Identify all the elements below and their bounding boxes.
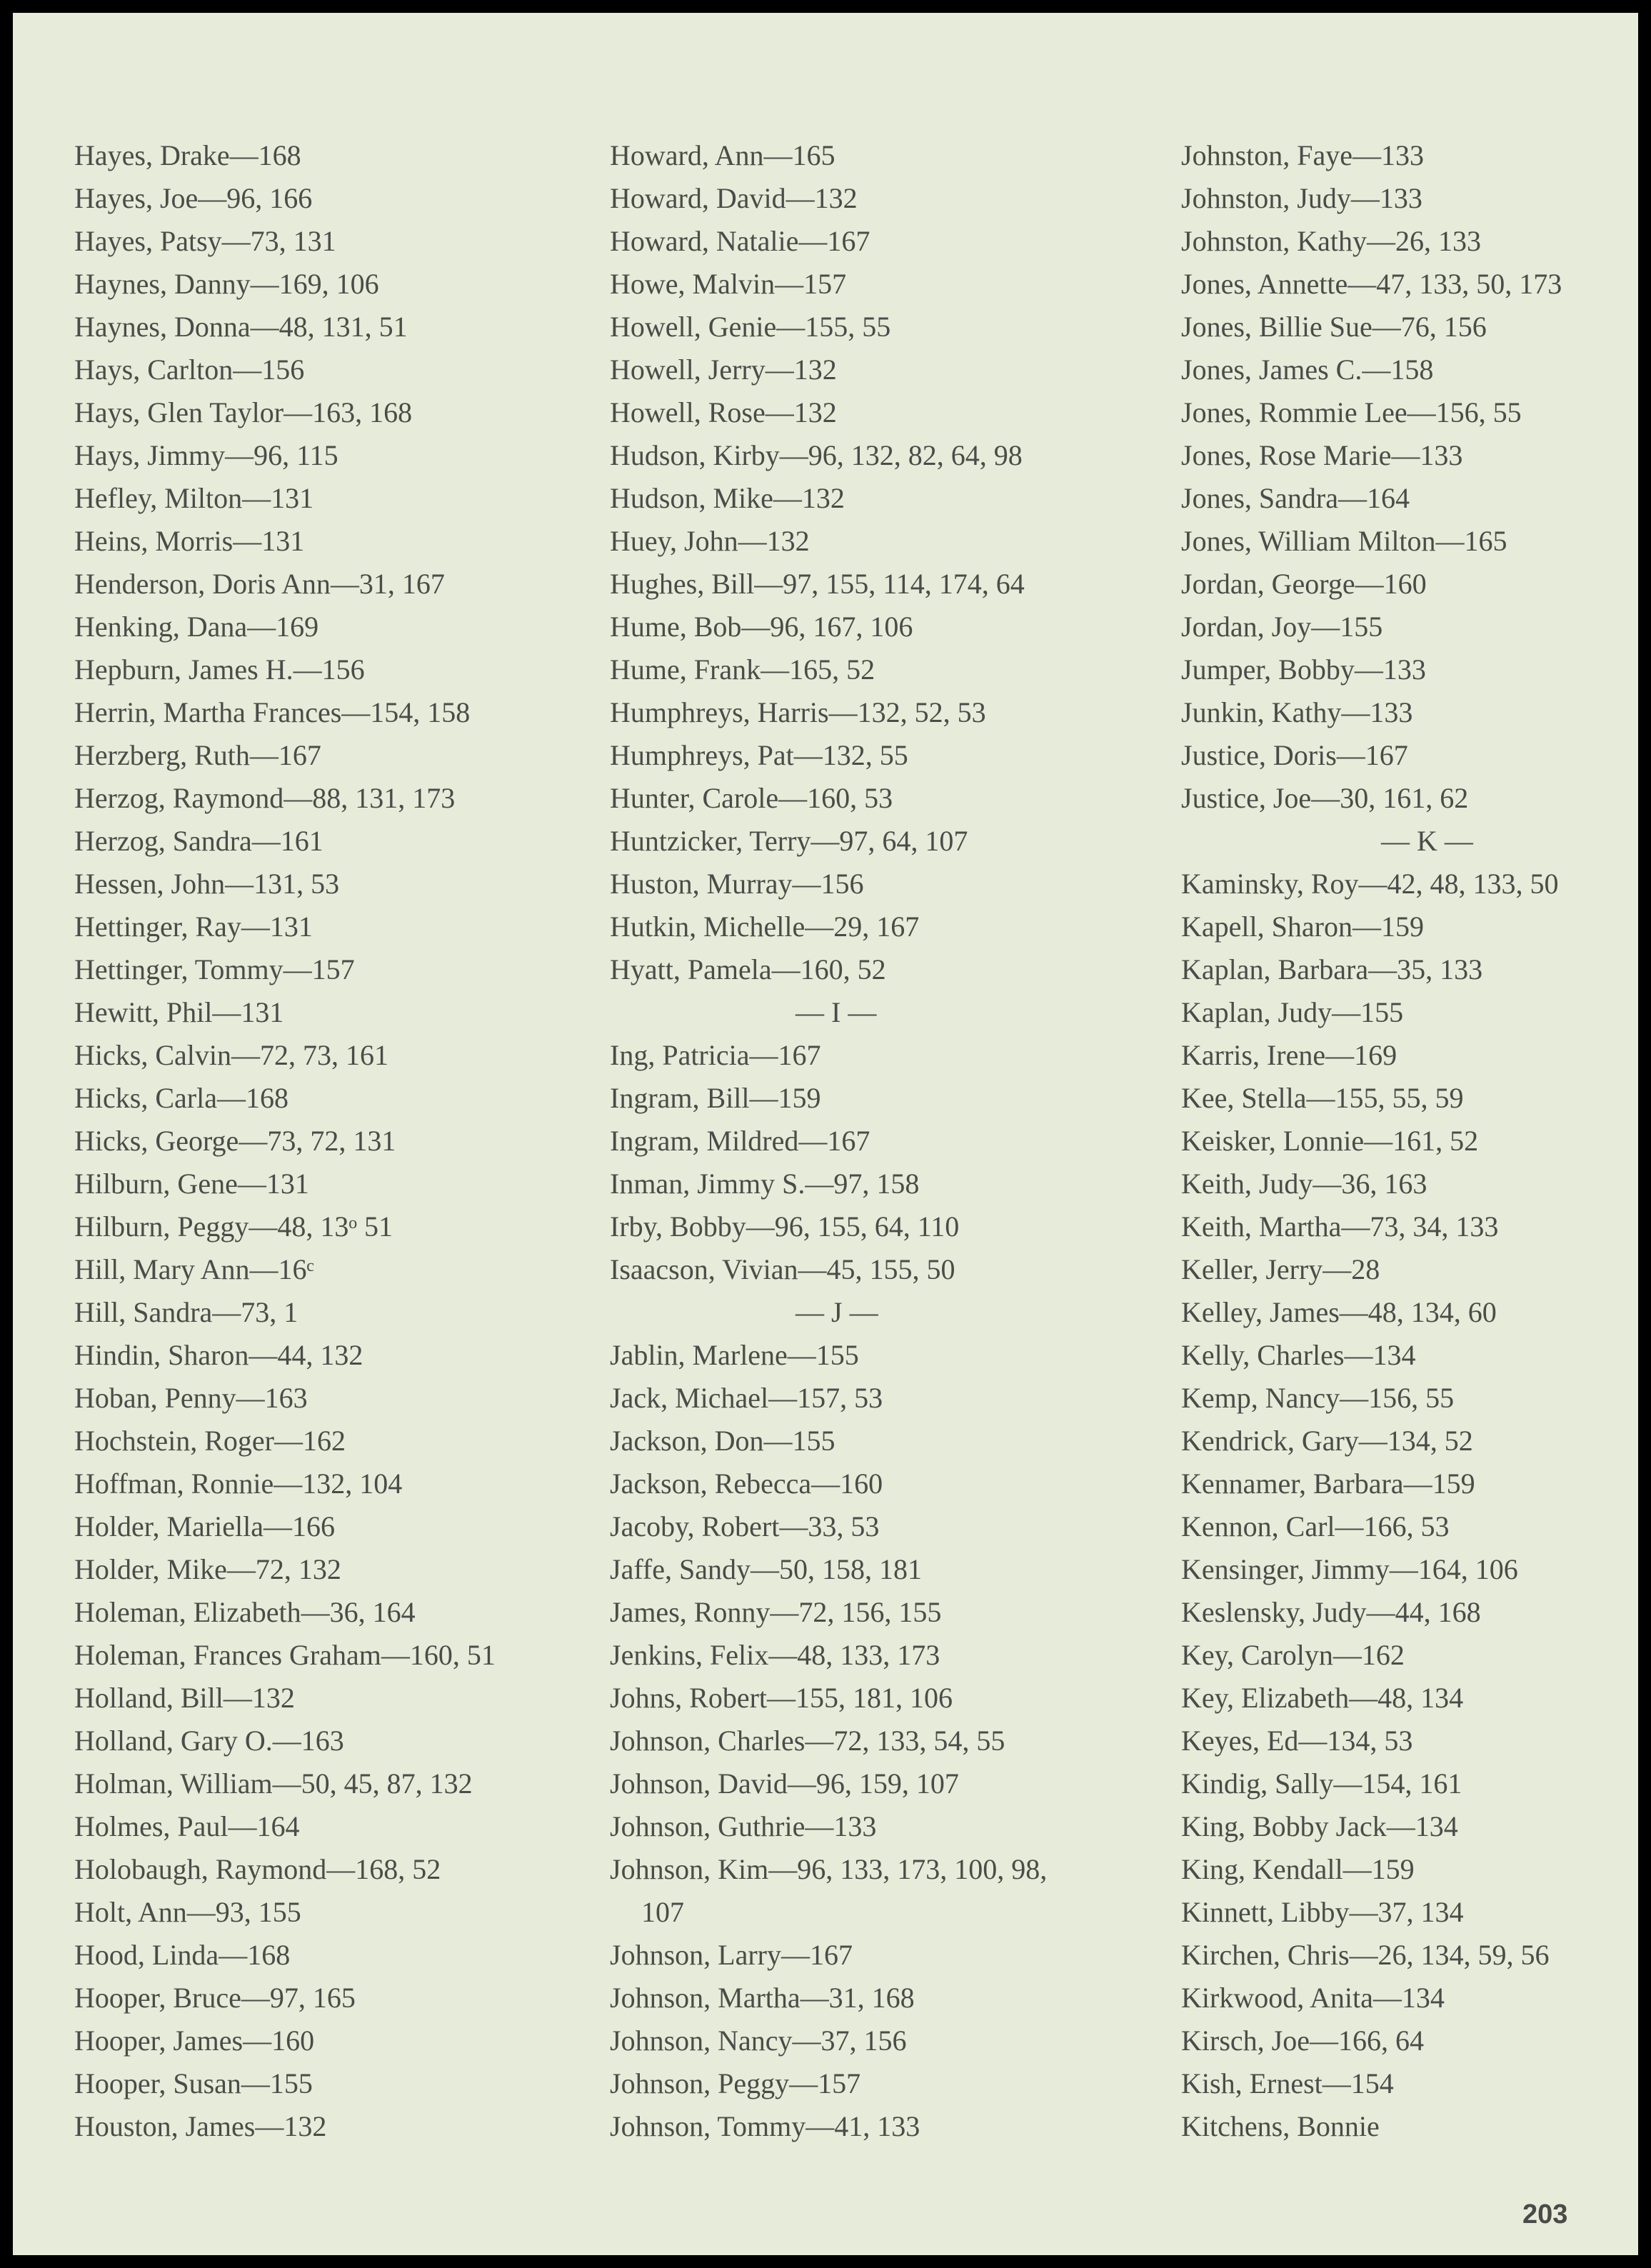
index-entry: Hill, Sandra—73, 1 [74,1296,298,1328]
index-entry: Johnson, David—96, 159, 107 [610,1767,959,1800]
index-entry: Johnston, Faye—133 [1181,139,1424,171]
index-entry: Key, Elizabeth—48, 134 [1181,1682,1464,1714]
index-page [13,13,1638,2255]
index-entry: Hicks, George—73, 72, 131 [74,1125,396,1157]
index-entry: Jaffe, Sandy—50, 158, 181 [610,1553,922,1585]
index-entry: Hill, Mary Ann—16ᶜ [74,1253,314,1285]
index-entry: Kitchens, Bonnie [1181,2110,1380,2142]
index-entry: Hays, Carlton—156 [74,353,305,386]
index-entry: Johnson, Tommy—41, 133 [610,2110,920,2142]
index-entry: Heins, Morris—131 [74,525,305,557]
index-entry: Humphreys, Pat—132, 55 [610,739,908,771]
index-entry: Hilburn, Gene—131 [74,1168,309,1200]
index-entry: Jones, Rommie Lee—156, 55 [1181,396,1522,428]
index-entry: Kapell, Sharon—159 [1181,910,1424,943]
index-entry: Howell, Genie—155, 55 [610,311,891,343]
index-entry: Holland, Bill—132 [74,1682,295,1714]
index-entry: Kaplan, Barbara—35, 133 [1181,953,1483,985]
index-entry: Hyatt, Pamela—160, 52 [610,953,886,985]
index-entry: Kish, Ernest—154 [1181,2067,1394,2099]
index-entry: Holland, Gary O.—163 [74,1725,344,1757]
index-entry: Keith, Martha—73, 34, 133 [1181,1210,1499,1243]
index-entry: Hays, Glen Taylor—163, 168 [74,396,413,428]
index-entry: Hayes, Patsy—73, 131 [74,225,336,257]
index-entry: Hutkin, Michelle—29, 167 [610,910,920,943]
index-entry: Herzog, Raymond—88, 131, 173 [74,782,456,814]
index-entry: Herzberg, Ruth—167 [74,739,321,771]
index-entry: Keith, Judy—36, 163 [1181,1168,1427,1200]
index-entry: Justice, Joe—30, 161, 62 [1181,782,1469,814]
index-entry: Huntzicker, Terry—97, 64, 107 [610,825,968,857]
index-entry: Kendrick, Gary—134, 52 [1181,1425,1473,1457]
index-entry: Hochstein, Roger—162 [74,1425,346,1457]
index-entry: Jablin, Marlene—155 [610,1339,859,1371]
index-entry: Hindin, Sharon—44, 132 [74,1339,363,1371]
index-entry: Holder, Mike—72, 132 [74,1553,341,1585]
index-entry: Johnston, Kathy—26, 133 [1181,225,1481,257]
index-entry: Howard, Ann—165 [610,139,835,171]
index-entry: Keller, Jerry—28 [1181,1253,1380,1285]
index-entry: Jordan, George—160 [1181,568,1427,600]
index-entry: Jack, Michael—157, 53 [610,1382,883,1414]
index-entry: Inman, Jimmy S.—97, 158 [610,1168,920,1200]
index-entry: Hughes, Bill—97, 155, 114, 174, 64 [610,568,1025,600]
index-entry: Kelley, James—48, 134, 60 [1181,1296,1497,1328]
index-entry: Kennamer, Barbara—159 [1181,1467,1475,1500]
index-entry: Ingram, Mildred—167 [610,1125,870,1157]
index-entry: Humphreys, Harris—132, 52, 53 [610,696,986,728]
index-entry: Herrin, Martha Frances—154, 158 [74,696,471,728]
index-entry: Holman, William—50, 45, 87, 132 [74,1767,473,1800]
index-entry: Key, Carolyn—162 [1181,1639,1405,1671]
index-entry: Jones, James C.—158 [1181,353,1434,386]
index-entry: Jones, Billie Sue—76, 156 [1181,311,1487,343]
index-entry: Howell, Jerry—132 [610,353,837,386]
index-entry-continuation: 107 [641,1896,684,1928]
index-entry: Holmes, Paul—164 [74,1810,300,1842]
index-entry: Howard, David—132 [610,182,858,214]
index-entry: Haynes, Donna—48, 131, 51 [74,311,408,343]
index-entry: Kinnett, Libby—37, 134 [1181,1896,1464,1928]
index-entry: Holeman, Frances Graham—160, 51 [74,1639,496,1671]
index-entry: Junkin, Kathy—133 [1181,696,1413,728]
index-entry: Johnston, Judy—133 [1181,182,1422,214]
index-entry: Jenkins, Felix—48, 133, 173 [610,1639,940,1671]
index-entry: Kindig, Sally—154, 161 [1181,1767,1462,1800]
page-number: 203 [1522,2199,1568,2229]
index-entry: Holder, Mariella—166 [74,1510,335,1542]
index-entry: Kirchen, Chris—26, 134, 59, 56 [1181,1939,1550,1971]
index-entry: Hooper, Susan—155 [74,2067,313,2099]
index-entry: Hettinger, Ray—131 [74,910,313,943]
index-entry: James, Ronny—72, 156, 155 [610,1596,942,1628]
index-entry: Hooper, Bruce—97, 165 [74,1982,356,2014]
index-entry: Irby, Bobby—96, 155, 64, 110 [610,1210,960,1243]
index-entry: Johnson, Guthrie—133 [610,1810,877,1842]
index-entry: Huey, John—132 [610,525,810,557]
index-entry: Hessen, John—131, 53 [74,868,340,900]
index-entry: Hoffman, Ronnie—132, 104 [74,1467,403,1500]
index-entry: Jones, William Milton—165 [1181,525,1507,557]
index-entry: Jones, Annette—47, 133, 50, 173 [1181,268,1562,300]
index-entry: Jackson, Don—155 [610,1425,835,1457]
index-entry: Hunter, Carole—160, 53 [610,782,893,814]
index-entry: Kensinger, Jimmy—164, 106 [1181,1553,1518,1585]
index-entry: Hicks, Carla—168 [74,1082,288,1114]
index-entry: Jumper, Bobby—133 [1181,653,1426,686]
index-entry: Jones, Sandra—164 [1181,482,1410,514]
index-entry: Holeman, Elizabeth—36, 164 [74,1596,416,1628]
index-entry: Kennon, Carl—166, 53 [1181,1510,1450,1542]
index-entry: Jones, Rose Marie—133 [1181,439,1463,471]
index-entry: Johnson, Larry—167 [610,1939,853,1971]
index-entry: Johnson, Charles—72, 133, 54, 55 [610,1725,1005,1757]
letter-header: — I — [796,996,877,1028]
index-entry: Hooper, James—160 [74,2024,315,2057]
index-entry: King, Kendall—159 [1181,1853,1415,1885]
index-entry: Howe, Malvin—157 [610,268,847,300]
index-entry: Keslensky, Judy—44, 168 [1181,1596,1481,1628]
index-entry: Johnson, Martha—31, 168 [610,1982,915,2014]
index-entry: Hume, Frank—165, 52 [610,653,875,686]
index-entry: Kemp, Nancy—156, 55 [1181,1382,1455,1414]
index-entry: Hewitt, Phil—131 [74,996,284,1028]
index-column-2 [610,134,1153,2148]
index-entry: Haynes, Danny—169, 106 [74,268,379,300]
index-entry: Herzog, Sandra—161 [74,825,323,857]
index-entry: Jacoby, Robert—33, 53 [610,1510,880,1542]
letter-header: — J — [796,1296,878,1328]
index-entry: Howell, Rose—132 [610,396,837,428]
letter-header: — K — [1381,825,1473,857]
index-entry: Kelly, Charles—134 [1181,1339,1416,1371]
index-entry: Hefley, Milton—131 [74,482,314,514]
index-entry: Howard, Natalie—167 [610,225,870,257]
index-entry: Henderson, Doris Ann—31, 167 [74,568,445,600]
index-entry: Hoban, Penny—163 [74,1382,308,1414]
index-entry: Jordan, Joy—155 [1181,611,1383,643]
index-entry: Kaminsky, Roy—42, 48, 133, 50 [1181,868,1559,900]
index-entry: Keyes, Ed—134, 53 [1181,1725,1413,1757]
index-entry: Hayes, Drake—168 [74,139,301,171]
index-entry: Hilburn, Peggy—48, 13ᵒ 51 [74,1210,393,1243]
index-entry: Hays, Jimmy—96, 115 [74,439,338,471]
index-entry: Holobaugh, Raymond—168, 52 [74,1853,441,1885]
index-entry: Johnson, Kim—96, 133, 173, 100, 98, [610,1853,1048,1885]
index-entry: Hudson, Mike—132 [610,482,845,514]
index-entry: Ing, Patricia—167 [610,1039,821,1071]
index-entry: Hicks, Calvin—72, 73, 161 [74,1039,388,1071]
index-entry: Hayes, Joe—96, 166 [74,182,313,214]
index-entry: Johns, Robert—155, 181, 106 [610,1682,953,1714]
index-entry: Henking, Dana—169 [74,611,319,643]
index-entry: Huston, Murray—156 [610,868,864,900]
index-entry: Jackson, Rebecca—160 [610,1467,883,1500]
index-column-1 [74,134,588,2148]
index-entry: Keisker, Lonnie—161, 52 [1181,1125,1479,1157]
index-entry: Houston, James—132 [74,2110,327,2142]
index-entry: Isaacson, Vivian—45, 155, 50 [610,1253,955,1285]
index-entry: Hudson, Kirby—96, 132, 82, 64, 98 [610,439,1023,471]
index-entry: Johnson, Peggy—157 [610,2067,861,2099]
index-entry: Kaplan, Judy—155 [1181,996,1404,1028]
index-entry: King, Bobby Jack—134 [1181,1810,1458,1842]
index-entry: Hume, Bob—96, 167, 106 [610,611,913,643]
index-entry: Kirkwood, Anita—134 [1181,1982,1445,2014]
index-entry: Holt, Ann—93, 155 [74,1896,301,1928]
index-column-3 [1181,134,1624,2148]
index-entry: Karris, Irene—169 [1181,1039,1397,1071]
index-entry: Kirsch, Joe—166, 64 [1181,2024,1424,2057]
index-entry: Ingram, Bill—159 [610,1082,821,1114]
index-entry: Hepburn, James H.—156 [74,653,365,686]
index-entry: Kee, Stella—155, 55, 59 [1181,1082,1464,1114]
index-entry: Justice, Doris—167 [1181,739,1408,771]
index-entry: Johnson, Nancy—37, 156 [610,2024,907,2057]
index-entry: Hettinger, Tommy—157 [74,953,355,985]
index-entry: Hood, Linda—168 [74,1939,291,1971]
